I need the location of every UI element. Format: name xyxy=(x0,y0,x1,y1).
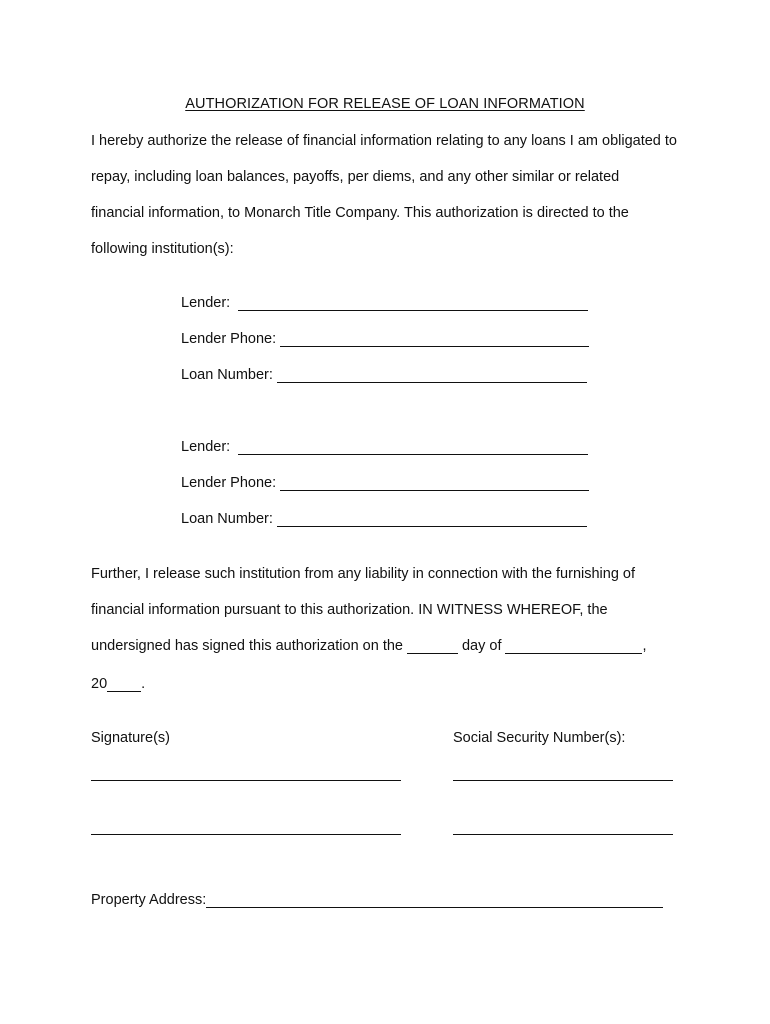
date-line xyxy=(91,639,647,654)
month-field[interactable] xyxy=(505,641,642,654)
lender-2-row xyxy=(181,440,588,455)
ssn-label: Social Security Number(s): xyxy=(453,730,626,746)
property-address-field[interactable] xyxy=(206,895,663,908)
document-title: AUTHORIZATION FOR RELEASE OF LOAN INFORMATION xyxy=(185,96,585,112)
lender-1-phone-field[interactable] xyxy=(280,334,589,347)
day-field[interactable] xyxy=(407,641,458,654)
day-of-label: day of xyxy=(461,638,502,654)
lender-2-phone-label: Lender Phone: xyxy=(181,475,277,491)
lender-2-field[interactable] xyxy=(238,442,588,455)
year-line xyxy=(91,677,145,692)
ssn-1-field[interactable] xyxy=(453,768,673,781)
year-suffix: . xyxy=(141,676,146,692)
signature-2-field[interactable] xyxy=(91,822,401,835)
release-line-2: financial information pursuant to this authorization. IN WITNESS WHEREOF, the xyxy=(91,602,608,618)
year-field[interactable] xyxy=(107,679,141,692)
release-line-1: Further, I release such institution from any liability in connection with the furnishing of xyxy=(91,566,636,582)
date-line-prefix: undersigned has signed this authorization on the xyxy=(91,638,403,654)
lender-2-label: Lender: xyxy=(181,439,231,455)
signatures-label: Signature(s) xyxy=(91,730,170,746)
lender-1-label: Lender: xyxy=(181,295,231,311)
date-comma: , xyxy=(642,638,647,654)
property-address-label: Property Address: xyxy=(91,892,207,908)
loan-number-1-label: Loan Number: xyxy=(181,367,273,383)
loan-number-1-row xyxy=(181,368,587,383)
loan-number-2-label: Loan Number: xyxy=(181,511,273,527)
loan-number-2-row xyxy=(181,512,587,527)
property-address-row xyxy=(91,893,663,908)
loan-number-1-field[interactable] xyxy=(277,370,587,383)
loan-number-2-field[interactable] xyxy=(277,514,587,527)
year-prefix: 20 xyxy=(91,676,108,692)
lender-1-field[interactable] xyxy=(238,298,588,311)
lender-1-phone-row xyxy=(181,332,589,347)
lender-2-phone-row xyxy=(181,476,589,491)
signature-1-field[interactable] xyxy=(91,768,401,781)
lender-1-phone-label: Lender Phone: xyxy=(181,331,277,347)
intro-line-2: repay, including loan balances, payoffs, per diems, and any other similar or related xyxy=(91,169,620,185)
intro-line-4: following institution(s): xyxy=(91,241,234,257)
intro-line-1: I hereby authorize the release of financial information relating to any loans I am obligated to xyxy=(91,133,677,149)
lender-2-phone-field[interactable] xyxy=(280,478,589,491)
intro-line-3: financial information, to Monarch Title Company. This authorization is directed to the xyxy=(91,205,629,221)
ssn-2-field[interactable] xyxy=(453,822,673,835)
lender-1-row xyxy=(181,296,588,311)
